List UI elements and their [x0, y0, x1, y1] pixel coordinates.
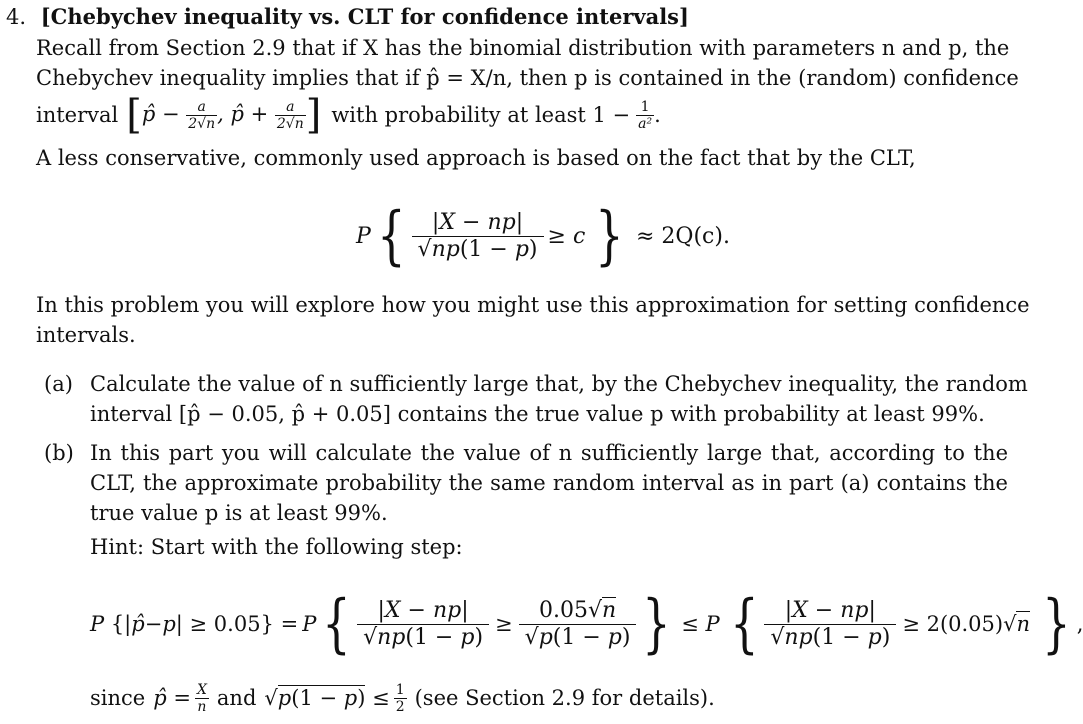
part-b-line-1: In this part you will calculate the value of n sufficiently large that, according to the	[90, 441, 1008, 465]
probability-text: with probability at least 1 −	[331, 103, 631, 127]
part-a-label: (a)	[44, 372, 73, 396]
part-b-line-3: true value p is at least 99%.	[90, 501, 388, 525]
part-b-line-2: CLT, the approximate probability the same random interval as in part (a) contains the	[90, 471, 1008, 495]
one-over-a-squared: $\frac{1}{\text{a²}}$	[638, 98, 653, 132]
part-b-label: (b)	[44, 441, 74, 465]
clt-approximation-equation: P { $\frac{|X - np|}{√np(1 - p)}$ ≥ c } ≈ 2Q(c).	[356, 199, 730, 273]
clt-rhs: ≈ 2Q(c).	[636, 223, 730, 249]
intro-line-1: Recall from Section 2.9 that if X has the binomial distribution with parameters n and p, the	[36, 36, 1010, 60]
explore-line-1: In this problem you will explore how you might use this approximation for setting confidence	[36, 293, 1030, 317]
intro-line-2: Chebychev inequality implies that if p̂ = X/n, then p is contained in the (random) confidence	[36, 66, 1019, 90]
and-word: and	[216, 686, 257, 710]
see-section-text: (see Section 2.9 for details).	[414, 686, 715, 710]
explore-line-2: intervals.	[36, 323, 136, 347]
interval-formula: p̂ − $\frac{a}{2√n}$ , p̂ + $\frac{a}{2√n}$	[141, 99, 304, 132]
since-word: since	[90, 686, 146, 710]
problem-title: [Chebychev inequality vs. CLT for confidence intervals]	[40, 4, 689, 29]
interval-formula-right-bracket: ]	[305, 92, 322, 138]
intro-line-3: interval [ p̂ − $\frac{a}{2√n}$ , p̂ + $\frac{a}{2√n}$ ] with probability at least 1 − $\frac{1}{\text{a²}}$ .	[36, 92, 661, 138]
problem-header	[6, 2, 1006, 32]
hint-inequality-equation: P {| p̂ − p | ≥ 0.05} = P { $\frac{|X - np|}{√np(1 - p)}$ ≥ $\frac{0.05√n}{√p(1 - p)}$ } ≤ P { $\frac{|X - np|}{√np(1 - p)}$ ≥ 2(0.05)√n } ,	[90, 587, 1083, 661]
clt-sentence: A less conservative, commonly used approach is based on the fact that by the CLT,	[36, 146, 916, 170]
part-a-line-2: interval [p̂ − 0.05, p̂ + 0.05] contains the true value p with probability at least 99%.	[90, 402, 985, 426]
problem-number: 4.	[6, 5, 27, 29]
interval-word: interval	[36, 103, 119, 127]
interval-formula-left-bracket: [	[126, 92, 142, 138]
part-a-line-1: Calculate the value of n sufficiently large that, by the Chebychev inequality, the random	[90, 372, 1028, 396]
part-b-hint: Hint: Start with the following step:	[90, 535, 463, 559]
closing-line: since p̂ = $\frac{X}{n}$ and √p(1 − p) ≤ $\frac{1}{2}$ (see Section 2.9 for details).	[90, 681, 715, 715]
